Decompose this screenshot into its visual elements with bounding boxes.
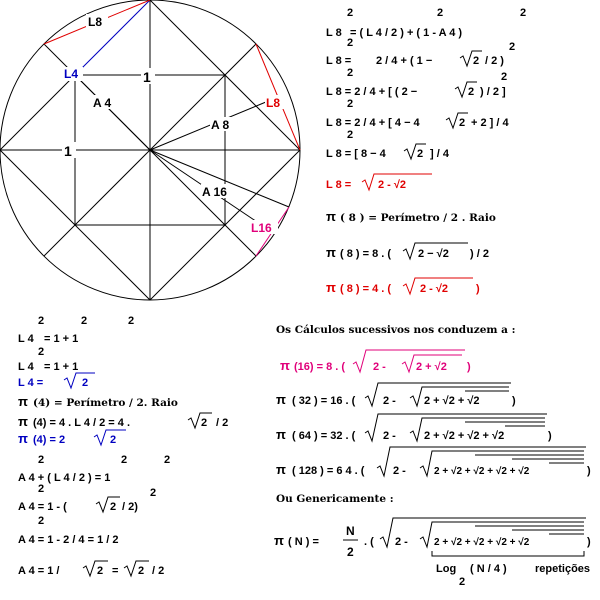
pi8-result-pi: π	[326, 280, 336, 295]
general-mid: . (	[364, 536, 374, 548]
radius-45-ll	[44, 150, 150, 256]
step1-exp-a: 2	[437, 7, 444, 19]
a4eq2-exp-a: 2	[38, 483, 45, 495]
step5-exp-lhs: 2	[347, 129, 354, 141]
a4-eq4: A 4 = 1 /	[18, 565, 60, 577]
step1-exp-lhs: 2	[347, 7, 354, 19]
pi8-def-pi: π	[326, 209, 336, 224]
label-l8-right: L8	[266, 96, 281, 110]
l4-result-lhs: L 4 =	[18, 377, 44, 389]
a4eq4-mid: =	[112, 565, 119, 577]
step2-lhs: L 8 =	[326, 55, 352, 67]
step3-exp-b: 2	[501, 71, 508, 83]
pi8-result-rad: 2 - √2	[420, 283, 449, 295]
general-outer: 2 -	[395, 536, 408, 548]
a4eq4-radical-2	[124, 561, 149, 576]
footnote-arg: ( N / 4 )	[470, 563, 507, 575]
apothem-a4	[75, 75, 150, 150]
step3-lhs: L 8 = 2 / 4 + [ ( 2 −	[326, 86, 418, 98]
square-derivation	[18, 315, 228, 577]
general-text: ( N ) =	[288, 536, 319, 548]
radius-45-lr	[150, 150, 256, 256]
circle-diagram	[0, 0, 300, 300]
l4sq-rhs: = 1 + 1	[44, 333, 79, 345]
a4eq4-rad1: 2	[97, 565, 104, 577]
step3-b: ) / 2 ]	[480, 86, 506, 98]
pi8-calc-end: ) / 2	[470, 248, 489, 260]
label-l4: L4	[64, 67, 79, 81]
pi8-result-text: ( 8 ) = 4 . (	[340, 283, 392, 295]
general-frac-den: 2	[347, 545, 354, 559]
a4eq2-radical	[96, 497, 120, 512]
pi4-result-pi: π	[18, 431, 28, 446]
pi8-result-end: )	[476, 283, 480, 295]
radius-45-ur	[150, 44, 256, 150]
l4sum-rhs: = 1 + 1	[44, 361, 79, 373]
pi128-inner: 2 + √2 + √2 + √2 + √2	[434, 466, 530, 477]
a4eq2-exp-b: 2	[150, 487, 157, 499]
pi4-calc-pi: π	[18, 414, 28, 429]
step2-rad: 2	[473, 55, 480, 67]
step2-b: / 2 )	[485, 55, 504, 67]
a4eq4-radical-1	[83, 561, 108, 576]
step2-exp-b: 2	[509, 41, 516, 53]
label-one-vertical: 1	[143, 69, 151, 85]
general-frac-num: N	[346, 524, 355, 538]
pi8-calc-pi: π	[326, 245, 336, 260]
pi16-end: )	[467, 361, 471, 373]
step4-exp-lhs: 2	[347, 98, 354, 110]
footnote-base: 2	[459, 576, 466, 588]
pi32-outer: 2 -	[383, 395, 396, 407]
pi8-calc-rad: 2 − √2	[418, 248, 449, 260]
l4-result-radical	[64, 373, 95, 388]
l4sum-lhs: L 4	[18, 361, 34, 373]
pi128-text: ( 128 ) = 6 4 . (	[292, 465, 365, 477]
pi32-inner: 2 + √2 + √2	[424, 395, 480, 407]
pi8-def-text: ( 8 ) = Perímetro / 2 . Raio	[340, 212, 496, 224]
pi16-outer: 2 -	[373, 361, 386, 373]
step4-rad: 2	[459, 117, 466, 129]
pi4-def-pi: π	[18, 394, 28, 409]
pi4-calc-rad: 2	[201, 417, 208, 429]
pi4-def-text: (4) = Perímetro / 2. Raio	[33, 397, 178, 409]
label-a8: A 8	[211, 118, 230, 132]
a4eq1-exp-b: 2	[121, 454, 128, 466]
label-a16: A 16	[202, 185, 227, 199]
a4eq3-exp-a: 2	[38, 515, 45, 527]
general-pi: π	[274, 533, 284, 548]
l4sum-exp-lhs: 2	[38, 346, 45, 358]
pi16-pi: π	[280, 358, 290, 373]
pi128-pi: π	[276, 462, 286, 477]
pi128-outer: 2 -	[393, 465, 406, 477]
octagon-derivation	[326, 7, 526, 295]
l8-result-lhs: L 8 =	[326, 179, 352, 191]
step2-a: 2 / 4 + ( 1 −	[376, 55, 433, 67]
general-end: )	[587, 536, 591, 548]
general-underbrace	[432, 551, 584, 556]
label-one-horizontal: 1	[64, 143, 72, 159]
step5-b: ] / 4	[430, 148, 449, 160]
footnote-log: Log	[436, 563, 457, 575]
l4sq-exp-a: 2	[81, 315, 88, 327]
l4sq-exp-lhs: 2	[38, 315, 45, 327]
pi4-result-text: (4) = 2	[33, 434, 66, 446]
l4sq-exp-b: 2	[128, 315, 135, 327]
a4-eq3: A 4 = 1 - 2 / 4 = 1 / 2	[18, 534, 119, 546]
a4eq2-rad: 2	[110, 501, 117, 513]
pi128-end: )	[587, 465, 591, 477]
pi64-end: )	[548, 430, 552, 442]
step5-lhs: L 8 = [ 8 − 4	[326, 148, 386, 160]
a4eq1-exp-a: 2	[38, 454, 45, 466]
step3-exp-lhs: 2	[347, 67, 354, 79]
l8-result-rad: 2 - √2	[378, 179, 407, 191]
l4sq-lhs: L 4	[18, 333, 34, 345]
generic-intro: Ou Genericamente :	[276, 493, 394, 505]
general-inner: 2 + √2 + √2 + √2 + √2	[434, 537, 530, 548]
a4eq4-end: / 2	[152, 565, 165, 577]
pi4-result-rad: 2	[110, 434, 117, 446]
pi16-inner: 2 + √2	[416, 361, 447, 373]
a4eq4-rad2: 2	[138, 565, 145, 577]
footnote-rep: repetições	[535, 563, 591, 575]
a4-eq2: A 4 = 1 - (	[18, 501, 67, 513]
pi4-calc-end: / 2	[216, 417, 229, 429]
a4eq1-exp-c: 2	[164, 454, 171, 466]
pi64-outer: 2 -	[383, 430, 396, 442]
step1-rhs: = ( L 4 / 2 ) + ( 1 - A 4 )	[350, 27, 463, 39]
l4-result-rad: 2	[82, 377, 89, 389]
step4-b: + 2 ] / 4	[471, 117, 509, 129]
successive-calculations	[274, 324, 591, 588]
pi16-text: (16) = 8 . (	[294, 361, 346, 373]
pi32-text: ( 32 ) = 16 . (	[292, 395, 356, 407]
a4eq2-end: / 2)	[122, 501, 138, 513]
a4-eq1: A 4 + ( L 4 / 2 ) = 1	[18, 472, 111, 484]
step3-rad: 2	[468, 86, 475, 98]
pi32-pi: π	[276, 392, 286, 407]
step2-exp-lhs: 2	[347, 37, 354, 49]
square-side-ul-lower	[0, 75, 75, 150]
square-side-ul-blue	[75, 0, 150, 75]
step1-exp-b: 2	[520, 7, 527, 19]
pi16-outer-radical	[353, 350, 465, 372]
step5-rad: 2	[417, 148, 424, 160]
label-l16: L16	[251, 221, 272, 235]
pi64-text: ( 64 ) = 32 . (	[292, 430, 356, 442]
step1-lhs: L 8	[326, 27, 342, 39]
successive-intro: Os Cálculos sucessivos nos conduzem a :	[276, 324, 516, 336]
step4-lhs: L 8 = 2 / 4 + [ 4 − 4	[326, 117, 420, 129]
label-a4: A 4	[93, 96, 112, 110]
pi64-inner: 2 + √2 + √2 + √2	[424, 430, 505, 442]
pi4-calc-radical	[188, 413, 212, 428]
label-l8-top: L8	[88, 15, 103, 29]
pi64-pi: π	[276, 427, 286, 442]
pi4-calc-text: (4) = 4 . L 4 / 2 = 4 .	[33, 417, 131, 429]
pi32-end: )	[512, 395, 516, 407]
pi8-calc-text: ( 8 ) = 8 . (	[340, 248, 392, 260]
